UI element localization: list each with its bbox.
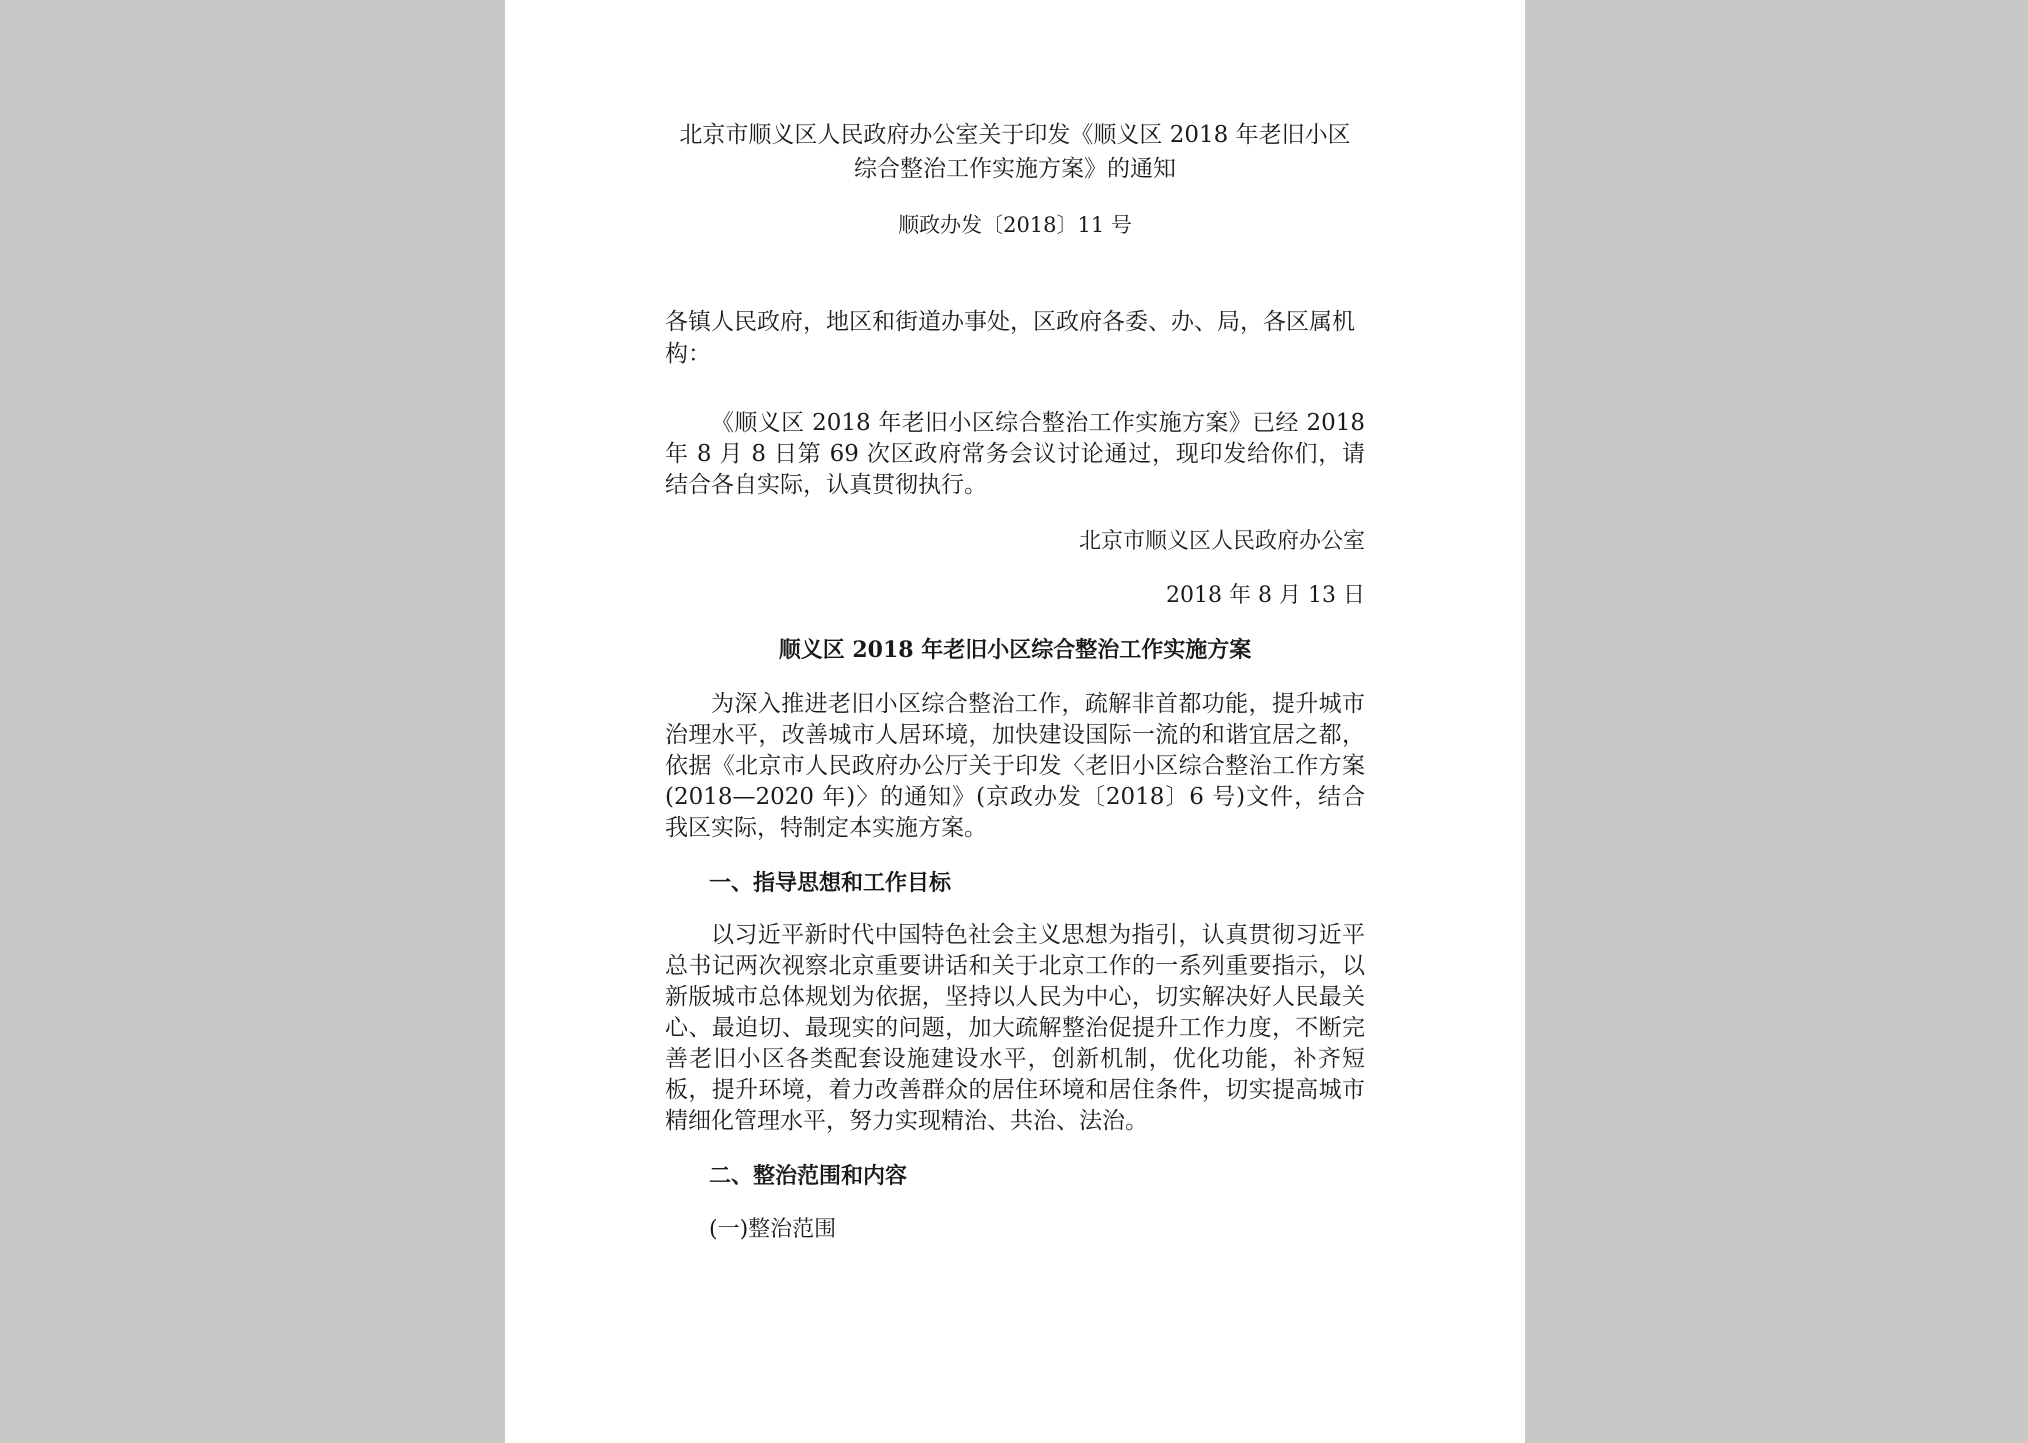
document-title [665,118,1365,186]
section-paragraph-1: 以习近平新时代中国特色社会主义思想为指引，认真贯彻习近平总书记两次视察北京重要讲话和关于北京工作的一系列重要指示，以新版城市总体规划为依据，坚持以人民为中心，切实解决好人民最关心、最迫切、最现实的问题，加大疏解整治促提升工作力度，不断完善老旧小区各类配套设施建设水平，创新机制，优化功能，补齐短板，提升环境，着力改善群众的居住环境和居住条件，切实提高城市精细化管理水平，努力实现精治、共治、法治。 [665,922,1365,1134]
sub-heading-scope: (一)整治范围 [709,1217,837,1242]
document-title-line2: 综合整治工作实施方案》的通知 [854,156,1176,182]
plan-intro-paragraph: 为深入推进老旧小区综合整治工作，疏解非首都功能，提升城市治理水平，改善城市人居环境，加快建设国际一流的和谐宜居之都，依据《北京市人民政府办公厅关于印发〈老旧小区综合整治工作方案(2018—2020 年)〉的通知》(京政办发〔2018〕6 号)文件，结合我区实际，特制定本实施方案。 [665,691,1365,841]
document-content [665,118,1365,1245]
document-page [505,0,1525,1443]
plan-title: 顺义区 2018 年老旧小区综合整治工作实施方案 [778,637,1252,663]
section-heading-1: 一、指导思想和工作目标 [709,870,952,896]
section-heading-2: 二、整治范围和内容 [709,1163,908,1189]
document-number: 顺政办发〔2018〕11 号 [898,213,1132,237]
signing-date: 2018 年 8 月 13 日 [1166,583,1365,608]
document-title-line1: 北京市顺义区人民政府办公室关于印发《顺义区 2018 年老旧小区 [679,122,1351,148]
signing-organization: 北京市顺义区人民政府办公室 [1078,529,1365,554]
intro-paragraph: 《顺义区 2018 年老旧小区综合整治工作实施方案》已经 2018 年 8 月 8 日第 69 次区政府常务会议讨论通过，现印发给你们，请结合各自实际，认真贯彻执行。 [665,410,1365,498]
addressee: 各镇人民政府，地区和街道办事处，区政府各委、办、局，各区属机构： [665,309,1355,367]
